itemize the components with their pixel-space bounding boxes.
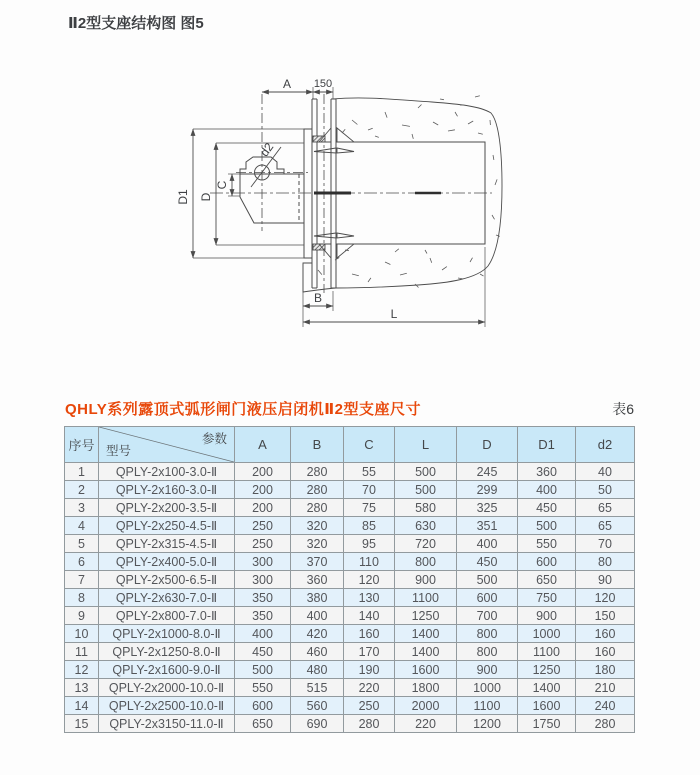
value-cell: 280 bbox=[344, 715, 395, 733]
value-cell: 1800 bbox=[395, 679, 457, 697]
row-index-cell: 2 bbox=[65, 481, 99, 499]
value-cell: 110 bbox=[344, 553, 395, 571]
table-row bbox=[65, 535, 635, 553]
model-cell: QPLY-2x1250-8.0-Ⅱ bbox=[99, 643, 235, 661]
value-cell: 160 bbox=[576, 643, 635, 661]
row-index-cell: 10 bbox=[65, 625, 99, 643]
value-cell: 120 bbox=[344, 571, 395, 589]
value-cell: 1000 bbox=[457, 679, 518, 697]
value-cell: 1100 bbox=[457, 697, 518, 715]
header-col-C: C bbox=[344, 427, 395, 463]
table-row bbox=[65, 499, 635, 517]
value-cell: 220 bbox=[344, 679, 395, 697]
value-cell: 1400 bbox=[395, 625, 457, 643]
concrete-outline bbox=[303, 98, 502, 292]
value-cell: 180 bbox=[576, 661, 635, 679]
value-cell: 90 bbox=[576, 571, 635, 589]
model-cell: QPLY-2x3150-11.0-Ⅱ bbox=[99, 715, 235, 733]
table-row bbox=[65, 571, 635, 589]
row-index-cell: 9 bbox=[65, 607, 99, 625]
value-cell: 1100 bbox=[395, 589, 457, 607]
value-cell: 550 bbox=[518, 535, 576, 553]
value-cell: 50 bbox=[576, 481, 635, 499]
value-cell: 320 bbox=[291, 517, 344, 535]
value-cell: 690 bbox=[291, 715, 344, 733]
dim-label-A: A bbox=[282, 77, 292, 91]
value-cell: 350 bbox=[235, 607, 291, 625]
value-cell: 580 bbox=[395, 499, 457, 517]
value-cell: 280 bbox=[291, 481, 344, 499]
value-cell: 560 bbox=[291, 697, 344, 715]
value-cell: 200 bbox=[235, 463, 291, 481]
row-index-cell: 6 bbox=[65, 553, 99, 571]
value-cell: 650 bbox=[235, 715, 291, 733]
value-cell: 65 bbox=[576, 499, 635, 517]
model-cell: QPLY-2x1600-9.0-Ⅱ bbox=[99, 661, 235, 679]
value-cell: 160 bbox=[576, 625, 635, 643]
dim-label-B: B bbox=[313, 291, 323, 305]
value-cell: 1600 bbox=[395, 661, 457, 679]
value-cell: 325 bbox=[457, 499, 518, 517]
value-cell: 500 bbox=[395, 481, 457, 499]
value-cell: 55 bbox=[344, 463, 395, 481]
header-col-D: D bbox=[457, 427, 518, 463]
value-cell: 245 bbox=[457, 463, 518, 481]
value-cell: 360 bbox=[518, 463, 576, 481]
header-col-L: L bbox=[395, 427, 457, 463]
row-index-cell: 4 bbox=[65, 517, 99, 535]
model-cell: QPLY-2x200-3.5-Ⅱ bbox=[99, 499, 235, 517]
value-cell: 1100 bbox=[518, 643, 576, 661]
value-cell: 400 bbox=[518, 481, 576, 499]
value-cell: 515 bbox=[291, 679, 344, 697]
row-index-cell: 13 bbox=[65, 679, 99, 697]
model-cell: QPLY-2x160-3.0-Ⅱ bbox=[99, 481, 235, 499]
value-cell: 80 bbox=[576, 553, 635, 571]
value-cell: 480 bbox=[291, 661, 344, 679]
value-cell: 280 bbox=[291, 499, 344, 517]
value-cell: 299 bbox=[457, 481, 518, 499]
row-index-cell: 12 bbox=[65, 661, 99, 679]
model-cell: QPLY-2x100-3.0-Ⅱ bbox=[99, 463, 235, 481]
value-cell: 1750 bbox=[518, 715, 576, 733]
table-row bbox=[65, 679, 635, 697]
value-cell: 300 bbox=[235, 553, 291, 571]
value-cell: 600 bbox=[457, 589, 518, 607]
table-row bbox=[65, 643, 635, 661]
value-cell: 400 bbox=[291, 607, 344, 625]
value-cell: 900 bbox=[518, 607, 576, 625]
row-index-cell: 15 bbox=[65, 715, 99, 733]
value-cell: 350 bbox=[235, 589, 291, 607]
value-cell: 130 bbox=[344, 589, 395, 607]
value-cell: 1200 bbox=[457, 715, 518, 733]
table-row bbox=[65, 625, 635, 643]
header-col-B: B bbox=[291, 427, 344, 463]
extension-lines bbox=[193, 87, 485, 327]
value-cell: 1400 bbox=[518, 679, 576, 697]
value-cell: 450 bbox=[457, 553, 518, 571]
value-cell: 630 bbox=[395, 517, 457, 535]
header-diagonal-cell bbox=[99, 427, 235, 463]
value-cell: 200 bbox=[235, 499, 291, 517]
value-cell: 1400 bbox=[395, 643, 457, 661]
header-col-D1: D1 bbox=[518, 427, 576, 463]
value-cell: 450 bbox=[235, 643, 291, 661]
value-cell: 250 bbox=[235, 517, 291, 535]
value-cell: 75 bbox=[344, 499, 395, 517]
value-cell: 1600 bbox=[518, 697, 576, 715]
row-index-cell: 5 bbox=[65, 535, 99, 553]
model-cell: QPLY-2x400-5.0-Ⅱ bbox=[99, 553, 235, 571]
value-cell: 420 bbox=[291, 625, 344, 643]
model-cell: QPLY-2x2000-10.0-Ⅱ bbox=[99, 679, 235, 697]
spec-table-section bbox=[0, 396, 700, 731]
value-cell: 550 bbox=[235, 679, 291, 697]
header-col-A: A bbox=[235, 427, 291, 463]
value-cell: 65 bbox=[576, 517, 635, 535]
model-cell: QPLY-2x500-6.5-Ⅱ bbox=[99, 571, 235, 589]
value-cell: 650 bbox=[518, 571, 576, 589]
page-title: Ⅱ2型支座结构图 图5 bbox=[68, 15, 204, 32]
trunnion-bracket bbox=[240, 157, 304, 223]
value-cell: 700 bbox=[457, 607, 518, 625]
value-cell: 750 bbox=[518, 589, 576, 607]
value-cell: 40 bbox=[576, 463, 635, 481]
value-cell: 800 bbox=[457, 643, 518, 661]
value-cell: 800 bbox=[457, 625, 518, 643]
value-cell: 460 bbox=[291, 643, 344, 661]
value-cell: 1250 bbox=[518, 661, 576, 679]
value-cell: 85 bbox=[344, 517, 395, 535]
row-index-cell: 1 bbox=[65, 463, 99, 481]
value-cell: 250 bbox=[344, 697, 395, 715]
dim-label-d2: d2 bbox=[257, 140, 277, 160]
value-cell: 450 bbox=[518, 499, 576, 517]
table-row bbox=[65, 661, 635, 679]
value-cell: 170 bbox=[344, 643, 395, 661]
value-cell: 500 bbox=[395, 463, 457, 481]
value-cell: 250 bbox=[235, 535, 291, 553]
value-cell: 360 bbox=[291, 571, 344, 589]
value-cell: 370 bbox=[291, 553, 344, 571]
value-cell: 900 bbox=[457, 661, 518, 679]
value-cell: 500 bbox=[518, 517, 576, 535]
row-index-cell: 3 bbox=[65, 499, 99, 517]
value-cell: 280 bbox=[291, 463, 344, 481]
value-cell: 600 bbox=[235, 697, 291, 715]
value-cell: 900 bbox=[395, 571, 457, 589]
value-cell: 220 bbox=[395, 715, 457, 733]
dim-label-D: D bbox=[199, 192, 213, 202]
value-cell: 1250 bbox=[395, 607, 457, 625]
table-row bbox=[65, 697, 635, 715]
header-params-label: 参数 bbox=[201, 432, 227, 446]
value-cell: 280 bbox=[576, 715, 635, 733]
value-cell: 240 bbox=[576, 697, 635, 715]
value-cell: 150 bbox=[576, 607, 635, 625]
base-plate bbox=[304, 129, 312, 258]
header-index: 序号 bbox=[65, 427, 99, 463]
value-cell: 190 bbox=[344, 661, 395, 679]
value-cell: 70 bbox=[576, 535, 635, 553]
header-row bbox=[65, 427, 635, 463]
table-row bbox=[65, 481, 635, 499]
model-cell: QPLY-2x2500-10.0-Ⅱ bbox=[99, 697, 235, 715]
value-cell: 400 bbox=[457, 535, 518, 553]
value-cell: 300 bbox=[235, 571, 291, 589]
row-index-cell: 11 bbox=[65, 643, 99, 661]
row-index-cell: 7 bbox=[65, 571, 99, 589]
value-cell: 160 bbox=[344, 625, 395, 643]
table-row bbox=[65, 517, 635, 535]
table-body bbox=[65, 463, 635, 733]
header-model-label: 型号 bbox=[106, 444, 132, 458]
table-row bbox=[65, 607, 635, 625]
dim-label-L: L bbox=[390, 307, 398, 321]
model-cell: QPLY-2x315-4.5-Ⅱ bbox=[99, 535, 235, 553]
model-cell: QPLY-2x1000-8.0-Ⅱ bbox=[99, 625, 235, 643]
value-cell: 720 bbox=[395, 535, 457, 553]
table-row bbox=[65, 715, 635, 733]
dim-label-150: 150 bbox=[313, 78, 333, 90]
value-cell: 210 bbox=[576, 679, 635, 697]
table-row bbox=[65, 589, 635, 607]
value-cell: 600 bbox=[518, 553, 576, 571]
value-cell: 200 bbox=[235, 481, 291, 499]
value-cell: 500 bbox=[457, 571, 518, 589]
model-cell: QPLY-2x800-7.0-Ⅱ bbox=[99, 607, 235, 625]
table-row bbox=[65, 463, 635, 481]
value-cell: 800 bbox=[395, 553, 457, 571]
dimension-lines bbox=[193, 92, 485, 322]
dim-label-D1: D1 bbox=[176, 189, 190, 205]
row-index-cell: 8 bbox=[65, 589, 99, 607]
value-cell: 351 bbox=[457, 517, 518, 535]
model-cell: QPLY-2x630-7.0-Ⅱ bbox=[99, 589, 235, 607]
value-cell: 95 bbox=[344, 535, 395, 553]
model-cell: QPLY-2x250-4.5-Ⅱ bbox=[99, 517, 235, 535]
dim-label-C: C bbox=[215, 180, 229, 190]
value-cell: 380 bbox=[291, 589, 344, 607]
header-col-d2: d2 bbox=[576, 427, 635, 463]
value-cell: 120 bbox=[576, 589, 635, 607]
table-number-tag: 表6 bbox=[612, 401, 634, 417]
value-cell: 140 bbox=[344, 607, 395, 625]
table-title: QHLY系列露顶式弧形闸门液压启闭机Ⅱ2型支座尺寸 bbox=[65, 401, 422, 418]
spec-table bbox=[64, 426, 635, 733]
value-cell: 70 bbox=[344, 481, 395, 499]
value-cell: 320 bbox=[291, 535, 344, 553]
value-cell: 2000 bbox=[395, 697, 457, 715]
value-cell: 500 bbox=[235, 661, 291, 679]
value-cell: 400 bbox=[235, 625, 291, 643]
row-index-cell: 14 bbox=[65, 697, 99, 715]
table-row bbox=[65, 553, 635, 571]
value-cell: 1000 bbox=[518, 625, 576, 643]
